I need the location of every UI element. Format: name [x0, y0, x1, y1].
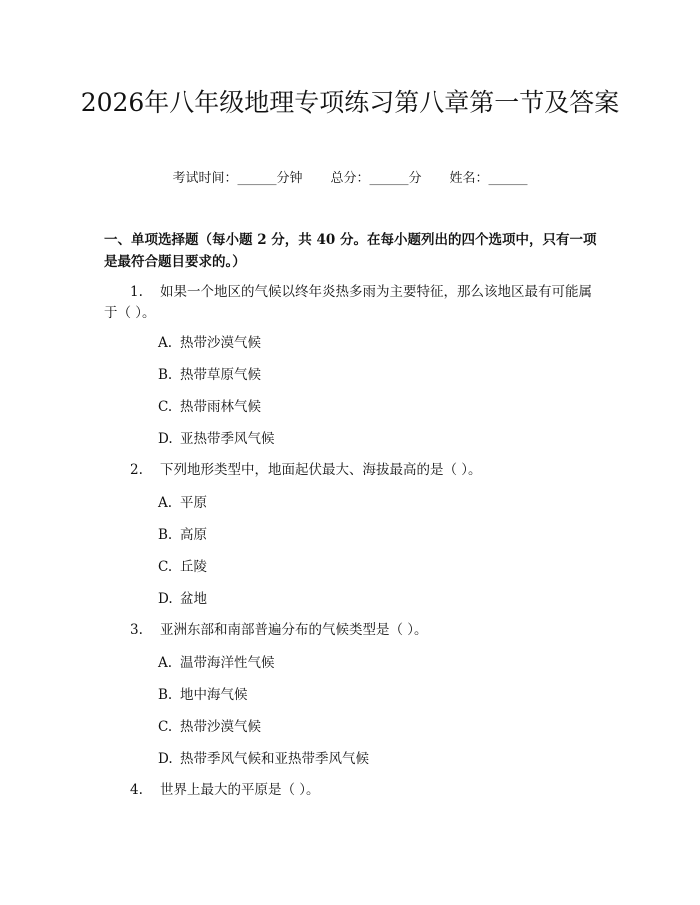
- question-1-option-a: [158, 334, 261, 352]
- question-text: 如果一个地区的气候以终年炎热多雨为主要特征，那么该地区最有可能属于（ ）。: [104, 284, 592, 321]
- question-3-option-d: [158, 750, 369, 768]
- exam-info-line: [0, 170, 700, 188]
- question-text: 亚洲东部和南部普遍分布的气候类型是（ ）。: [160, 622, 428, 638]
- question-1-option-b: [158, 366, 261, 384]
- option-text: 盆地: [180, 591, 207, 607]
- option-text: 高原: [180, 527, 207, 543]
- question-text: 下列地形类型中，地面起伏最大、海拔最高的是（ ）。: [160, 462, 482, 478]
- option-letter: A.: [158, 495, 173, 511]
- option-text: 平原: [180, 495, 207, 511]
- option-letter: A.: [158, 335, 173, 351]
- question-number: 1.: [130, 284, 143, 300]
- option-letter: B.: [158, 367, 173, 383]
- option-text: 热带沙漠气候: [180, 719, 261, 735]
- question-4: [104, 780, 604, 801]
- question-number: 2.: [130, 462, 143, 478]
- question-3-option-c: [158, 718, 261, 736]
- question-2-option-b: [158, 526, 207, 544]
- question-2: [104, 460, 604, 481]
- exam-total-score-field: 总分：______分: [330, 171, 422, 186]
- question-number: 4.: [130, 782, 143, 798]
- section-heading: 一、单项选择题（每小题 2 分，共 40 分。在每小题列出的四个选项中，只有一项是最符合题目要求的。）: [104, 232, 597, 270]
- option-text: 热带雨林气候: [180, 399, 261, 415]
- exam-time-field: 考试时间：______分钟: [172, 171, 303, 186]
- option-letter: D.: [158, 431, 173, 447]
- option-letter: B.: [158, 527, 173, 543]
- question-3-option-b: [158, 686, 248, 704]
- option-letter: D.: [158, 591, 173, 607]
- option-text: 丘陵: [180, 559, 207, 575]
- option-letter: C.: [158, 559, 173, 575]
- question-3: [104, 620, 604, 641]
- exam-name-field: 姓名：______: [449, 171, 528, 186]
- option-letter: D.: [158, 751, 173, 767]
- question-2-option-d: [158, 590, 207, 608]
- option-text: 亚热带季风气候: [180, 431, 275, 447]
- question-1-option-c: [158, 398, 261, 416]
- question-text: 世界上最大的平原是（ ）。: [160, 782, 320, 798]
- option-letter: B.: [158, 687, 173, 703]
- question-2-option-c: [158, 558, 207, 576]
- question-1: [104, 282, 604, 324]
- option-text: 热带沙漠气候: [180, 335, 261, 351]
- question-number: 3.: [130, 622, 143, 638]
- option-letter: C.: [158, 719, 173, 735]
- option-text: 热带季风气候和亚热带季风气候: [180, 751, 369, 767]
- option-letter: A.: [158, 655, 173, 671]
- question-3-option-a: [158, 654, 275, 672]
- option-text: 热带草原气候: [180, 367, 261, 383]
- option-text: 地中海气候: [180, 687, 248, 703]
- question-2-option-a: [158, 494, 207, 512]
- option-text: 温带海洋性气候: [180, 655, 275, 671]
- document-title: 2026年八年级地理专项练习第八章第一节及答案: [80, 88, 620, 117]
- question-1-option-d: [158, 430, 275, 448]
- option-letter: C.: [158, 399, 173, 415]
